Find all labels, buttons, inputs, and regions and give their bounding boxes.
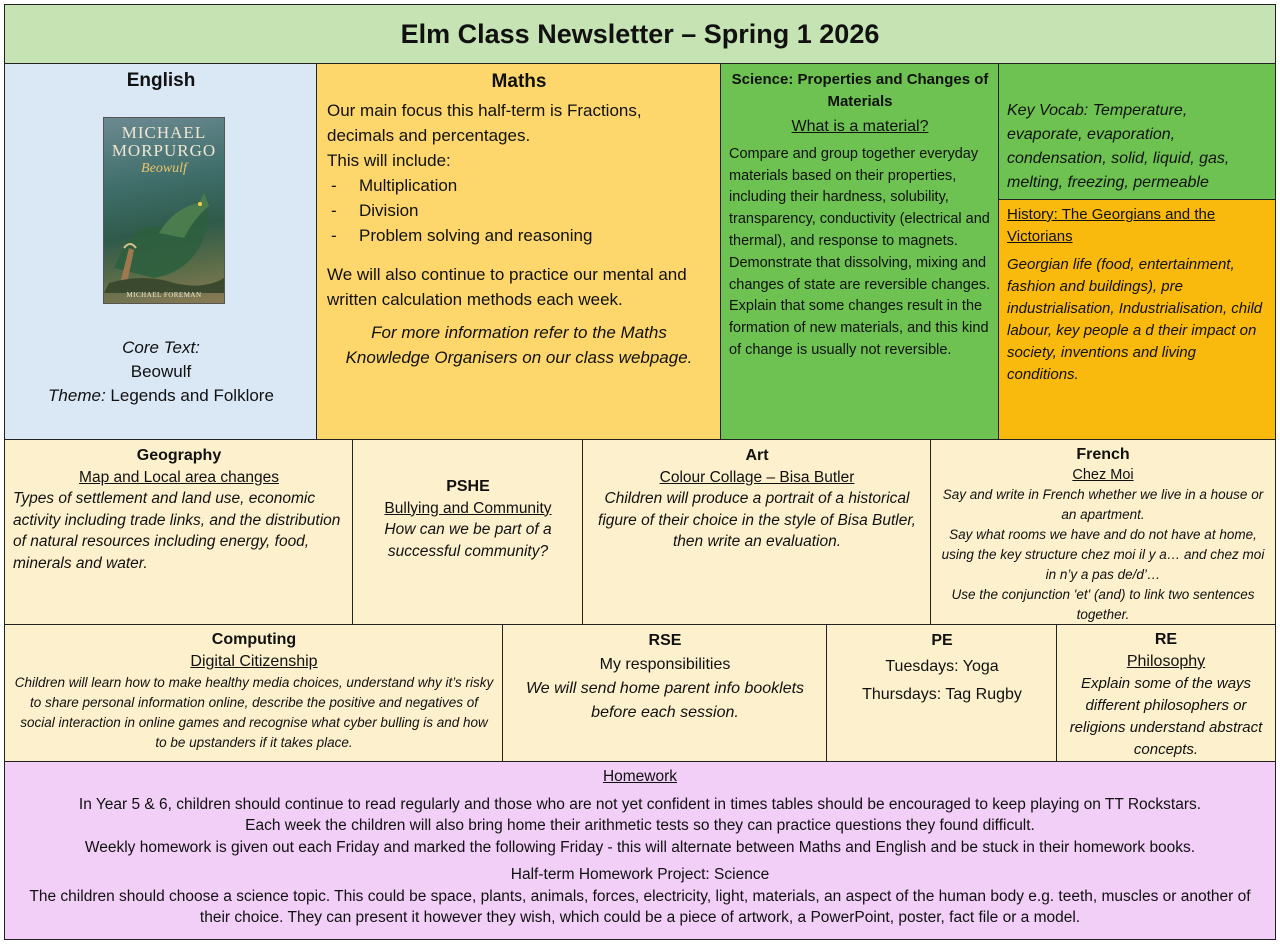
history-section xyxy=(998,199,1276,441)
maths-section xyxy=(316,63,722,441)
theme-label: Theme: xyxy=(48,386,106,405)
re-body: Explain some of the ways different philosophers or religions understand abstract concepts. xyxy=(1069,675,1263,758)
french-section xyxy=(930,439,1276,626)
pe-line-2: Thursdays: Tag Rugby xyxy=(862,686,1022,703)
maths-topic-list xyxy=(327,173,711,248)
rse-subheading: My responsibilities xyxy=(599,656,731,673)
science-section xyxy=(720,63,1000,441)
pshe-subheading: Bullying and Community xyxy=(384,499,552,517)
theme-value: Legends and Folklore xyxy=(110,386,274,405)
book-author-first: MICHAEL xyxy=(121,123,207,142)
rse-section xyxy=(502,624,828,763)
rse-body: We will send home parent info booklets before each session. xyxy=(525,680,805,721)
french-subheading: Chez Moi xyxy=(1072,467,1134,483)
dragon-illustration-icon xyxy=(104,178,226,293)
pe-line-1: Tuesdays: Yoga xyxy=(885,658,999,675)
rse-heading: RSE xyxy=(648,632,682,649)
maths-include-label: This will include: xyxy=(327,151,451,170)
homework-section xyxy=(4,761,1276,940)
core-text-value: Beowulf xyxy=(130,362,192,381)
pshe-body: How can we be part of a successful community? xyxy=(384,521,552,560)
pshe-section xyxy=(352,439,584,626)
homework-line-2: Each week the children will also bring home their arithmetic tests so they can practice questions they found difficult. xyxy=(245,817,1035,834)
pe-heading: PE xyxy=(931,632,953,649)
re-heading: RE xyxy=(1154,631,1178,648)
computing-subheading: Digital Citizenship xyxy=(190,653,318,670)
book-author-last: MORPURGO xyxy=(111,141,217,160)
homework-project-heading: Half-term Homework Project: Science xyxy=(510,866,770,883)
key-vocab-label: Key Vocab: xyxy=(1007,102,1089,119)
homework-heading: Homework xyxy=(602,768,678,785)
beowulf-book-cover-image xyxy=(103,117,225,304)
english-heading: English xyxy=(126,70,196,91)
key-vocab-section xyxy=(998,63,1276,201)
maths-also: We will also continue to practice our mental and written calculation methods each week. xyxy=(327,265,687,309)
art-body: Children will produce a portrait of a historical figure of their choice in the style of Bisa Butler, then write an evaluation. xyxy=(598,490,916,550)
french-line-3: Use the conjunction 'et' (and) to link two sentences together. xyxy=(951,587,1255,622)
geography-heading: Geography xyxy=(136,447,222,464)
french-line-1: Say and write in French whether we live in a house or an apartment. xyxy=(942,487,1264,522)
french-line-2: Say what rooms we have and do not have at home, using the key structure chez moi il y a… and chez moi in n’y a pas de/d’… xyxy=(941,527,1265,582)
science-body: Compare and group together everyday materials based on their properties, including their hardness, solubility, transparency, conductivity (electrical and thermal), and response to magnets. Demonstrate that dissolving, mixing and changes of state are reversible changes. Explain that some changes result in the formation of new materials, and this kind of change is usually not reversible. xyxy=(729,145,991,358)
newsletter-title xyxy=(4,4,1276,64)
list-item: - Problem solving and reasoning xyxy=(327,223,711,248)
geography-section xyxy=(4,439,354,626)
art-subheading: Colour Collage – Bisa Butler xyxy=(659,468,855,486)
art-section xyxy=(582,439,932,626)
newsletter-title-text: Elm Class Newsletter – Spring 1 2026 xyxy=(400,18,880,49)
homework-line-1: In Year 5 & 6, children should continue to read regularly and those who are not yet confident in times tables should be encouraged to keep playing on TT Rockstars. xyxy=(78,795,1202,813)
core-text-label: Core Text: xyxy=(122,338,200,357)
geography-subheading: Map and Local area changes xyxy=(79,468,279,486)
maths-intro: Our main focus this half-term is Fractions, decimals and percentages. xyxy=(327,101,642,145)
computing-heading: Computing xyxy=(211,631,297,648)
list-item: - Multiplication xyxy=(327,173,711,198)
maths-more-info: For more information refer to the Maths Knowledge Organisers on our class webpage. xyxy=(345,323,693,367)
english-core-text-block xyxy=(5,336,317,408)
homework-line-3: Weekly homework is given out each Friday and marked the following Friday - this will alternate between Maths and English and be stuck in their homework books. xyxy=(84,838,1196,856)
homework-project-body: The children should choose a science topic. This could be space, plants, animals, forces, electricity, light, materials, an aspect of the human body e.g. teeth, muscles or another of their choice. They can present it however they wish, which could be a piece of artwork, a PowerPoint, poster, fact file or a model. xyxy=(29,887,1251,926)
pshe-heading: PSHE xyxy=(446,478,490,495)
computing-body: Children will learn how to make healthy media choices, understand why it’s risky to share personal information online, describe the positive and negatives of social interaction in online games and recognise what cyber bulling is and how to be upstanders if it takes place. xyxy=(14,675,494,750)
re-section xyxy=(1056,624,1276,763)
history-heading: History: The Georgians and the Victorians xyxy=(1007,206,1216,245)
history-body: Georgian life (food, entertainment, fashion and buildings), pre industrialisation, Industrialisation, child labour, key people a d their impact on society, inventions and living conditions. xyxy=(1007,256,1263,383)
maths-heading: Maths xyxy=(491,71,547,92)
book-title: Beowulf xyxy=(141,161,187,176)
science-heading: Science: Properties and Changes of Materials xyxy=(731,71,989,110)
french-heading: French xyxy=(1076,446,1130,463)
english-section xyxy=(4,63,318,441)
art-heading: Art xyxy=(745,447,769,464)
re-subheading: Philosophy xyxy=(1126,653,1206,670)
science-subheading: What is a material? xyxy=(791,118,929,135)
pe-section xyxy=(826,624,1058,763)
book-illustrator: MICHAEL FOREMAN xyxy=(126,291,202,299)
computing-section xyxy=(4,624,504,763)
key-vocab-text: Temperature, evaporate, evaporation, condensation, solid, liquid, gas, melting, freezing, permeable xyxy=(1007,102,1230,191)
list-item: - Division xyxy=(327,198,711,223)
geography-body: Types of settlement and land use, economic activity including trade links, and the distribution of natural resources including energy, food, minerals and water. xyxy=(13,490,341,572)
